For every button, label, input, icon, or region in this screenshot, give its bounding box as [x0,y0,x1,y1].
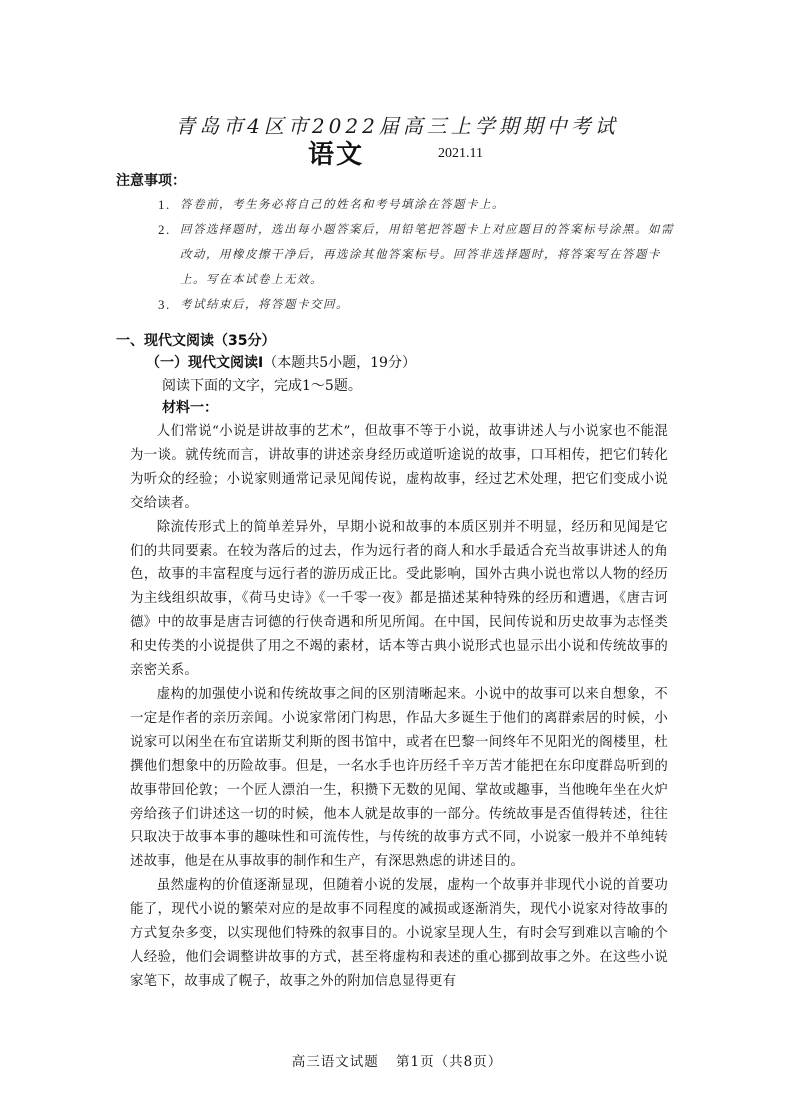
exam-title: 青岛市4区市2022届高三上学期期中考试 [175,114,619,138]
paragraph: 虽然虚构的价值逐渐显现，但随着小说的发展，虚构一个故事并非现代小说的首要功能了，现代小说的繁荣对应的是故事不同程度的减损或逐渐消失，现代小说家对待故事的方式复杂多变，以实现他们特殊的叙事目的。小说家呈现人生，有时会写到难以言喻的个人经验，他们会调整讲故事的方式，甚至将虚构和表述的重心挪到故事之外。在这些小说家笔下，故事成了幌子，故事之外的附加信息显得更有 [130,878,668,989]
notice-item-number: 2. [158,222,171,237]
notice-item-number: 1. [158,197,171,212]
notice-item-text: 回答选择题时，选出每小题答案后，用铅笔把答题卡上对应题目的答案标号涂黑。如需改动，用橡皮擦干净后，再选涂其他答案标号。回答非选择题时，将答案写在答题卡上。写在本试卷上无效。 [180,222,674,286]
paragraph: 虚构的加强使小说和传统故事之间的区别清晰起来。小说中的故事可以来自想象，不一定是作者的亲历亲闻。小说家常闭门构思，作品大多诞生于他们的离群索居的时候，小说家可以闲坐在布宜诺斯艾利斯的图书馆中，或者在巴黎一间终年不见阳光的阁楼里，杜撰他们想象中的历险故事。但是，一名水手也许历经千辛万苦才能把在东印度群岛听到的故事带回伦敦；一个匠人漂泊一生，积攒下无数的见闻、掌故或趣事，当他晚年坐在火炉旁给孩子们讲述这一切的时候，他本人就是故事的一部分。传统故事是否值得转述，往往只取决于故事本事的趣味性和可流传性，与传统的故事方式不同，小说家一般并不单纯转述故事，他是在从事故事的制作和生产，有深思熟虑的讲述目的。 [130,686,668,870]
notice-item [150,192,678,217]
notice-heading: 注意事项： [116,173,186,189]
notice-item [150,217,678,292]
subsection-title: （一）现代文阅读Ⅰ [146,355,264,371]
material-text [130,420,668,994]
subject-title: 语文 [308,140,365,170]
notice-list [150,192,678,317]
page-footer [0,1050,794,1070]
notice-item-text: 考试结束后，将答题卡交回。 [180,297,349,311]
footer-page-number: 第1页（共8页） [396,1054,503,1070]
subsection-note: （本题共5小题，19分） [263,355,416,371]
material-label: 材料一： [162,400,218,416]
notice-item-text: 答卷前，考生务必将自己的姓名和考号填涂在答题卡上。 [180,197,505,211]
notice-item-number: 3. [158,297,171,312]
notice-item [150,292,678,317]
subsection-heading [146,352,416,372]
paragraph: 人们常说“小说是讲故事的艺术”，但故事不等于小说，故事讲述人与小说家也不能混为一谈。就传统而言，讲故事的讲述亲身经历或道听途说的故事，口耳相传，把它们转化为听众的经验；小说家则通常记录见闻传说，虚构故事，经过艺术处理，把它们变成小说交给读者。 [130,424,668,511]
paragraph: 除流传形式上的简单差异外，早期小说和故事的本质区别并不明显，经历和见闻是它们的共同要素。在较为落后的过去，作为远行者的商人和水手最适合充当故事讲述人的角色，故事的丰富程度与远行者的游历成正比。受此影响，国外古典小说也常以人物的经历为主线组织故事，《荷马史诗》《一千零一夜》都是描述某种特殊的经历和遭遇，《唐吉诃德》中的故事是唐吉诃德的行侠奇遇和所见所闻。在中国，民间传说和历史故事为志怪类和史传类的小说提供了用之不竭的素材，话本等古典小说形式也显示出小说和传统故事的亲密关系。 [130,519,668,679]
section-heading: 一、现代文阅读（35分） [116,333,276,349]
footer-title: 高三语文试题 [291,1054,379,1070]
reading-instruction: 阅读下面的文字，完成1～5题。 [162,378,362,394]
exam-date: 2021.11 [438,146,483,161]
